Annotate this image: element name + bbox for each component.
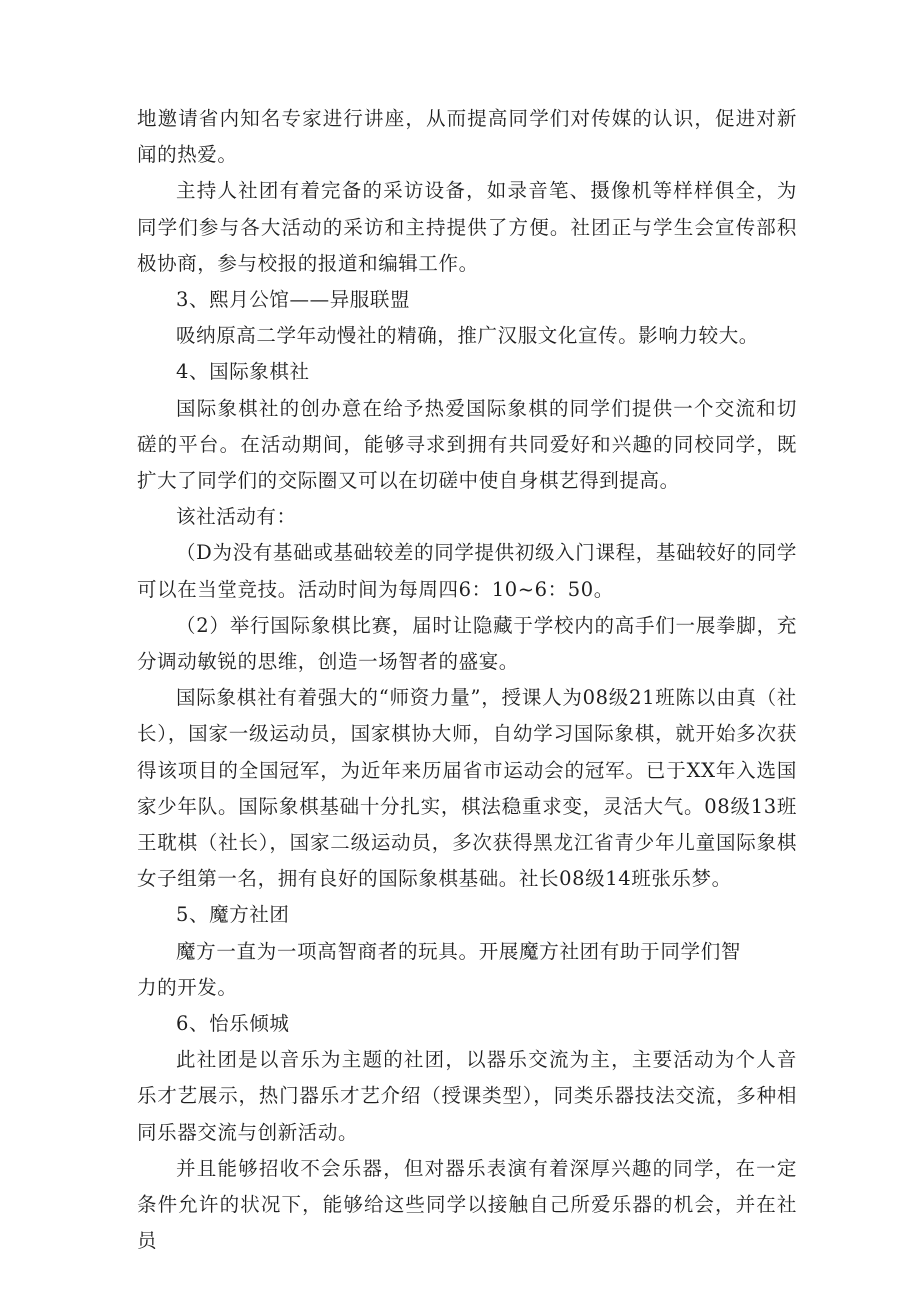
paragraph-music-club-recruit: 并且能够招收不会乐器，但对器乐表演有着深厚兴趣的同学，在一定条件允许的状况下，能够给这些同学以接触自己所爱乐器的机会，并在社员 bbox=[137, 1156, 797, 1253]
document-body bbox=[137, 101, 797, 1260]
paragraph-rubiks-desc: 魔方一直为一项高智商者的玩具。开展魔方社团有助于同学们智力的开发。 bbox=[137, 939, 741, 999]
paragraph-chess-teachers: 国际象棋社有着强大的“师资力量”，授课人为08级21班陈以由真（社长），国家一级运动员，国家棋协大师，自幼学习国际象棋，就开始多次获得该项目的全国冠军，为近年来历届省市运动会的冠军。已于XX年入选国家少年队。国际象棋基础十分扎实，棋法稳重求变，灵活大气。08级13班王耽棋（社长），国家二级运动员，多次获得黑龙江省青少年儿童国际象棋女子组第一名，拥有良好的国际象棋基础。社长08级14班张乐梦。 bbox=[137, 686, 797, 891]
heading-club-3: 3、熙月公馆——异服联盟 bbox=[176, 288, 411, 312]
paragraph-continuation: 地邀请省内知名专家进行讲座，从而提高同学们对传媒的认识，促进对新闻的热爱。 bbox=[137, 107, 797, 167]
paragraph-club-3-desc: 吸纳原高二学年动慢社的精确，推广汉服文化宣传。影响力较大。 bbox=[176, 324, 759, 348]
paragraph-host-club-equipment: 主持人社团有着完备的采访设备，如录音笔、摄像机等样样俱全，为同学们参与各大活动的采访和主持提供了方便。社团正与学生会宣传部积极协商，参与校报的报道和编辑工作。 bbox=[137, 179, 797, 275]
heading-club-5: 5、魔方社团 bbox=[176, 903, 290, 927]
heading-club-6: 6、怡乐倾城 bbox=[176, 1012, 290, 1036]
paragraph-chess-activity-2: （2）举行国际象棋比赛，届时让隐藏于学校内的高手们一展拳脚，充分调动敏锐的思维，创造一场智者的盛宴。 bbox=[137, 613, 797, 674]
paragraph-chess-activities-label: 该社活动有： bbox=[176, 505, 297, 529]
paragraph-chess-intro: 国际象棋社的创办意在给予热爱国际象棋的同学们提供一个交流和切磋的平台。在活动期间，能够寻求到拥有共同爱好和兴趣的同校同学，既扩大了同学们的交际圈又可以在切磋中使自身棋艺得到提高。 bbox=[137, 396, 797, 493]
heading-club-4: 4、国际象棋社 bbox=[176, 360, 310, 384]
paragraph-music-club-desc: 此社团是以音乐为主题的社团，以器乐交流为主，主要活动为个人音乐才艺展示，热门器乐才艺介绍（授课类型），同类乐器技法交流，多种相同乐器交流与创新活动。 bbox=[137, 1048, 797, 1144]
paragraph-chess-activity-1: （D为没有基础或基础较差的同学提供初级入门课程，基础较好的同学可以在当堂竞技。活动时间为每周四6：10~6：50。 bbox=[137, 541, 797, 601]
